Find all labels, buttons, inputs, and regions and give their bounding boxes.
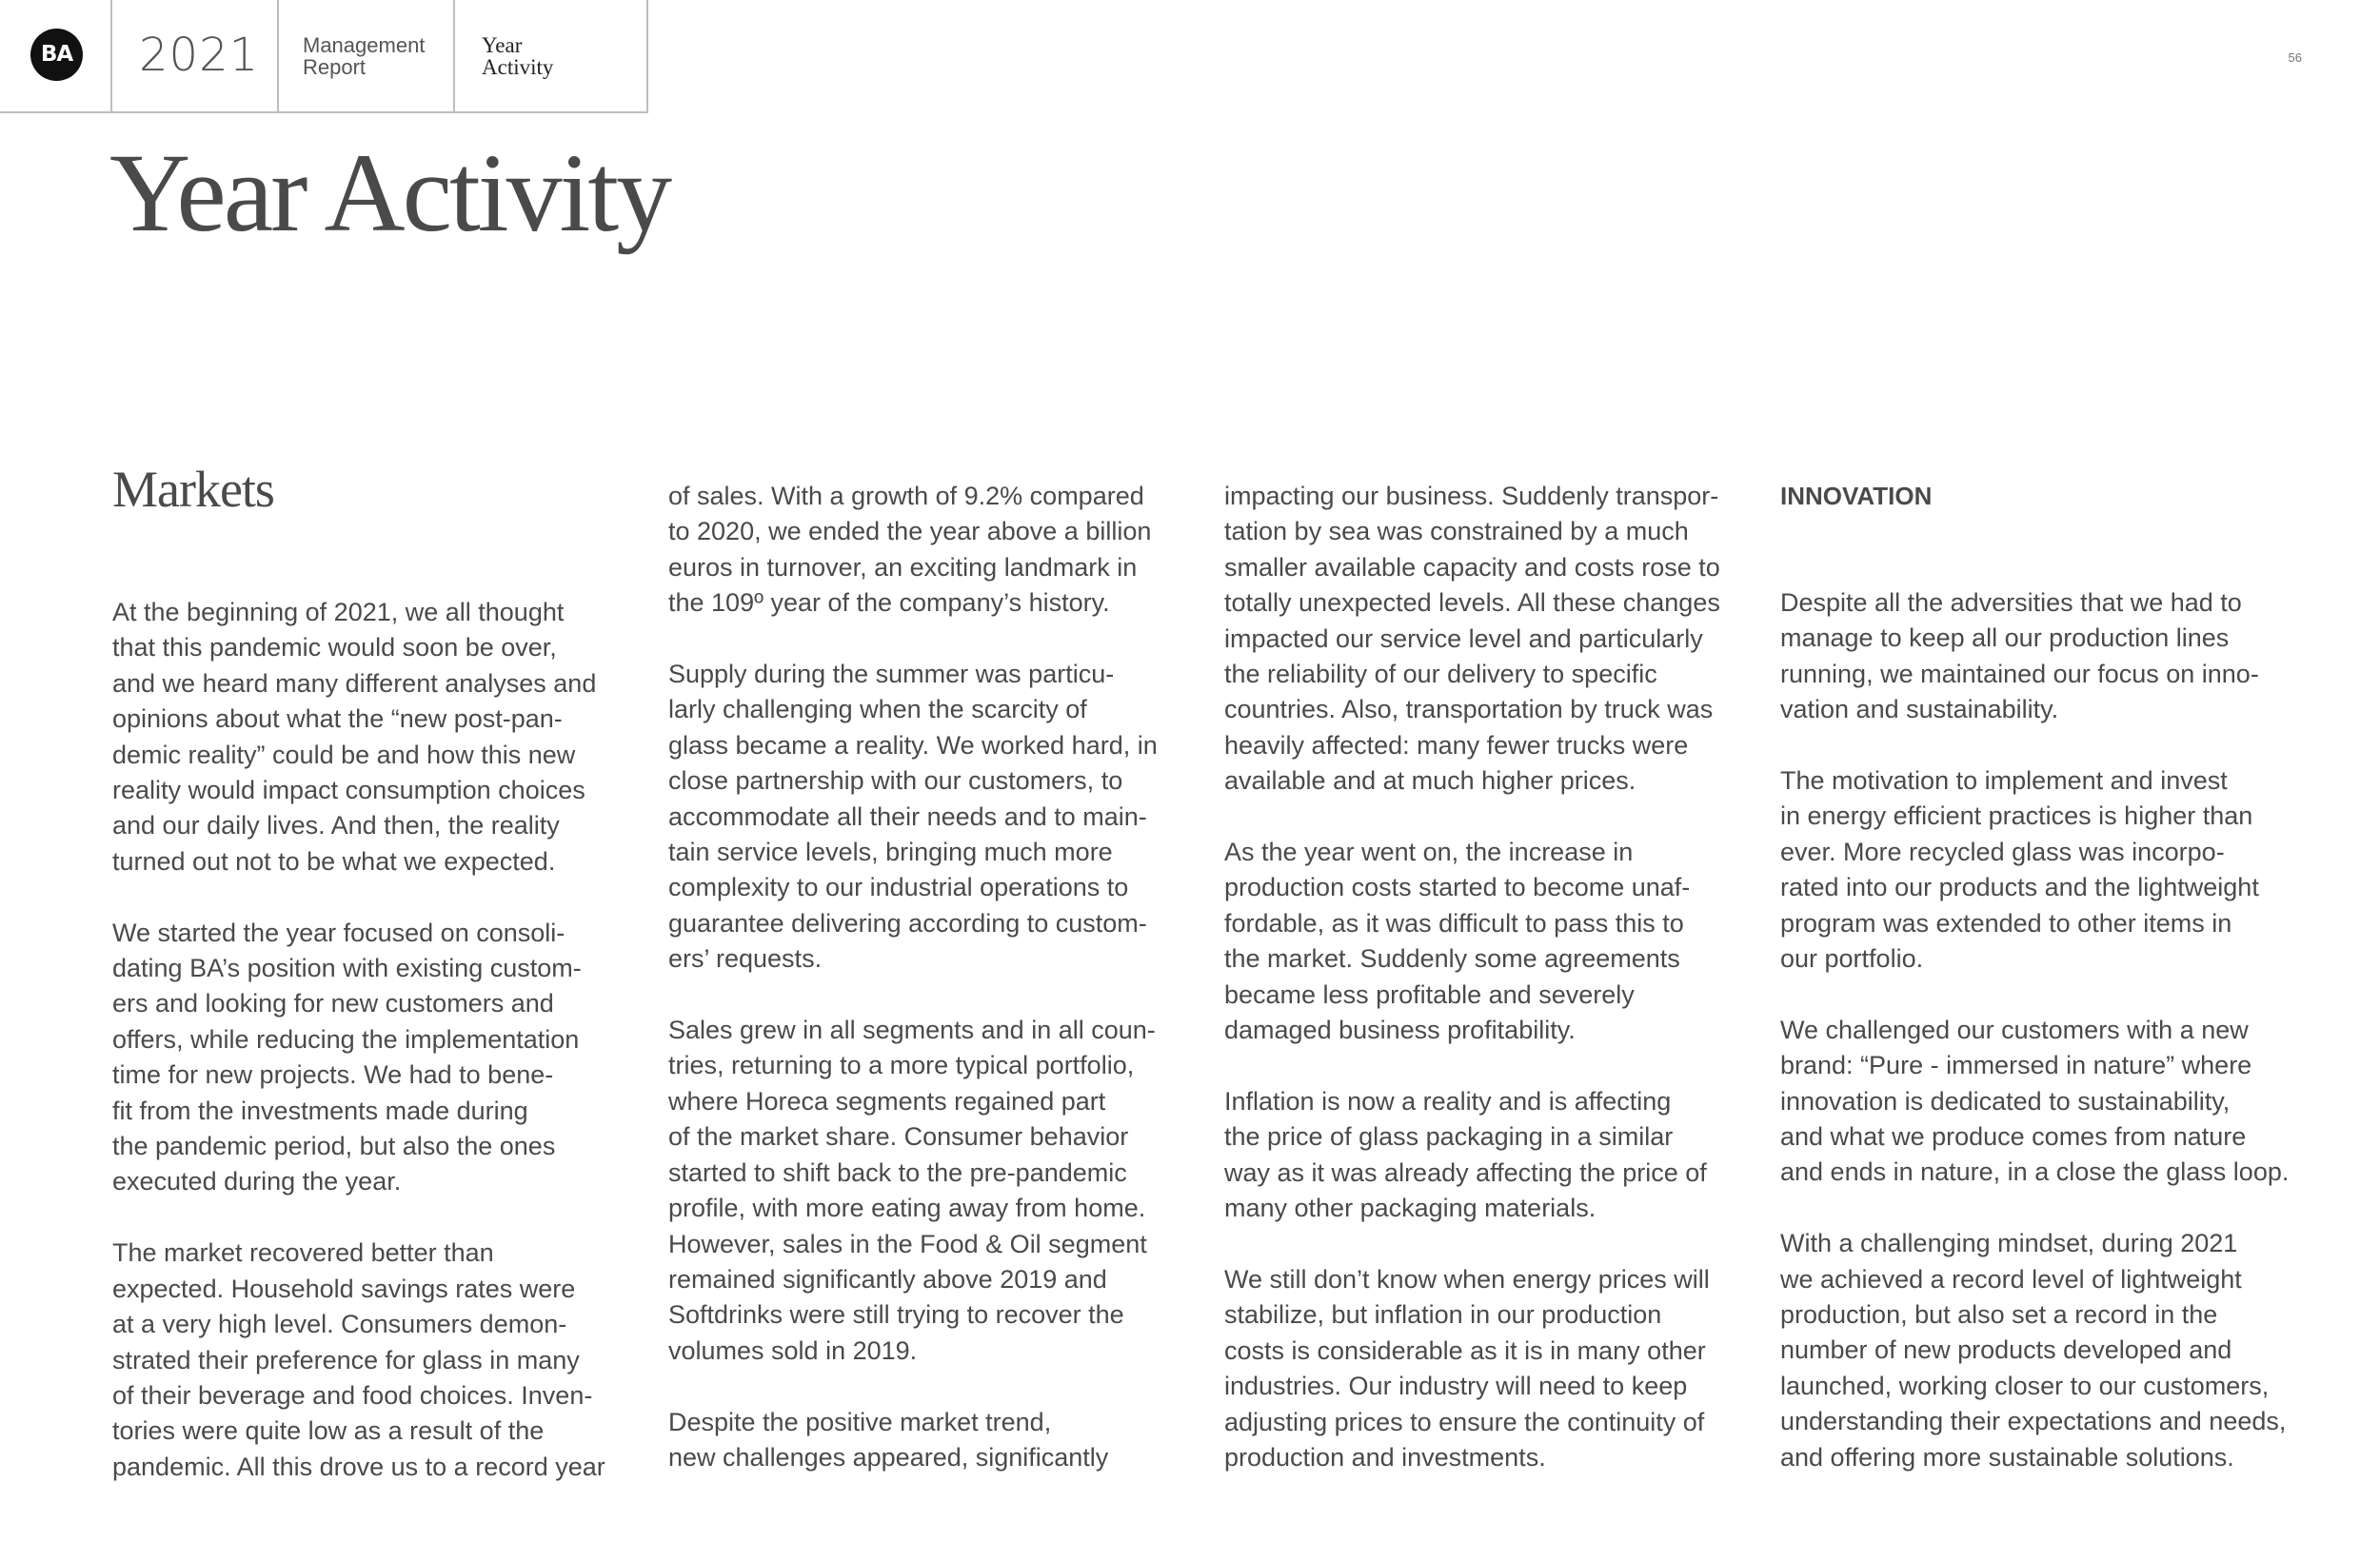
logo-cell: [0, 0, 112, 111]
text-line: impacted our service level and particularly: [1224, 623, 1703, 653]
paragraph: [1780, 1013, 2313, 1191]
text-line: manage to keep all our production lines: [1780, 623, 2230, 653]
text-line: profile, with more eating away from home.: [668, 1194, 1146, 1223]
text-line: and what we produce comes from nature: [1780, 1122, 2247, 1152]
text-line: way as it was already affecting the price of: [1224, 1157, 1707, 1187]
text-line: the 109º year of the company’s history.: [668, 588, 1110, 618]
paragraph: [1780, 1226, 2313, 1475]
text-line: at a very high level. Consumers demon-: [112, 1310, 567, 1339]
text-line: ers’ requests.: [668, 944, 823, 974]
text-line: vation and sustainability.: [1780, 695, 2059, 724]
markets-heading: Markets: [112, 461, 274, 518]
text-line: the price of glass packaging in a similar: [1224, 1122, 1674, 1152]
text-line: number of new products developed and: [1780, 1335, 2232, 1365]
paragraph: [1224, 479, 1757, 800]
paragraph: [1780, 585, 2313, 728]
markets-body: [112, 595, 645, 1485]
paragraph: [668, 1013, 1201, 1369]
text-line: offers, while reducing the implementation: [112, 1024, 580, 1054]
section-label-line-2: Activity: [482, 55, 554, 79]
text-line: program was extended to other items in: [1780, 908, 2232, 938]
innovation-heading: INNOVATION: [1780, 482, 1933, 510]
text-line: time for new projects. We had to bene-: [112, 1060, 554, 1090]
text-line: remained significantly above 2019 and: [668, 1264, 1107, 1294]
paragraph: [1780, 763, 2313, 977]
text-line: Despite all the adversities that we had to: [1780, 588, 2242, 617]
text-line: ever. More recycled glass was incorpo-: [1780, 837, 2225, 866]
text-line: available and at much higher prices.: [1224, 766, 1636, 796]
text-line: euros in turnover, an exciting landmark in: [668, 552, 1138, 582]
text-line: executed during the year.: [112, 1167, 402, 1196]
text-line: We started the year focused on consoli-: [112, 918, 565, 947]
paragraph: [112, 916, 645, 1200]
text-line: close partnership with our customers, to: [668, 766, 1123, 796]
text-line: that this pandemic would soon be over,: [112, 633, 557, 662]
text-line: turned out not to be what we expected.: [112, 846, 556, 876]
column-2: [668, 479, 1201, 1512]
text-line: expected. Household savings rates were: [112, 1274, 576, 1303]
report-label-line-2: Report: [303, 55, 367, 79]
text-line: where Horeca segments regained part: [668, 1086, 1106, 1116]
text-line: in energy efficient practices is higher than: [1780, 801, 2253, 831]
text-line: stabilize, but inflation in our production: [1224, 1300, 1662, 1330]
text-line: production costs started to become unaf-: [1224, 873, 1691, 902]
text-line: and ends in nature, in a close the glass loop.: [1780, 1157, 2290, 1187]
page-title: Year Activity: [109, 130, 670, 255]
paragraph: [112, 595, 645, 880]
text-line: As the year went on, the increase in: [1224, 838, 1634, 867]
year-activity-cell: [455, 0, 648, 111]
text-line: We still don’t know when energy prices will: [1224, 1264, 1710, 1294]
text-line: strated their preference for glass in many: [112, 1345, 580, 1374]
text-line: we achieved a record level of lightweight: [1780, 1264, 2242, 1294]
text-line: the reliability of our delivery to specific: [1224, 660, 1657, 689]
text-line: dating BA’s position with existing custom-: [112, 954, 582, 983]
text-line: Softdrinks were still trying to recover the: [668, 1300, 1124, 1330]
section-label-line-1: Year: [482, 33, 523, 57]
column-markets: [112, 463, 645, 1521]
text-line: running, we maintained our focus on inno-: [1780, 659, 2259, 688]
text-line: tries, returning to a more typical portfolio,: [668, 1051, 1135, 1080]
text-line: many other packaging materials.: [1224, 1194, 1597, 1223]
text-line: industries. Our industry will need to keep: [1224, 1372, 1688, 1401]
text-line: tain service levels, bringing much more: [668, 838, 1113, 867]
text-line: At the beginning of 2021, we all thought: [112, 598, 565, 626]
section-label: [482, 34, 625, 78]
text-line: The motivation to implement and invest: [1780, 766, 2228, 796]
text-line: innovation is dedicated to sustainability,: [1780, 1086, 2231, 1116]
column-3-body: [1224, 479, 1757, 1475]
management-report-cell: [279, 0, 455, 111]
ba-logo: BA: [30, 29, 83, 81]
text-line: understanding their expectations and needs,: [1780, 1407, 2287, 1436]
text-line: smaller available capacity and costs rose to: [1224, 552, 1720, 582]
text-line: pandemic. All this drove us to a record year: [112, 1452, 605, 1481]
column-2-body: [668, 479, 1201, 1475]
report-label-line-1: Management: [303, 33, 426, 57]
text-line: totally unexpected levels. All these changes: [1224, 588, 1720, 618]
text-line: Sales grew in all segments and in all coun-: [668, 1016, 1156, 1045]
text-line: production and investments.: [1224, 1442, 1546, 1472]
text-line: and offering more sustainable solutions.: [1780, 1442, 2234, 1472]
text-line: opinions about what the “new post-pan-: [112, 704, 563, 734]
text-line: fit from the investments made during: [112, 1096, 528, 1125]
paragraph: [668, 657, 1201, 978]
text-line: of their beverage and food choices. Inven-: [112, 1380, 593, 1410]
text-line: damaged business profitability.: [1224, 1016, 1576, 1045]
paragraph: [668, 1405, 1201, 1476]
text-line: impacting our business. Suddenly transpor-: [1224, 482, 1719, 510]
innovation-body: [1780, 585, 2313, 1475]
text-line: became less profitable and severely: [1224, 979, 1635, 1009]
paragraph: [1224, 1084, 1757, 1227]
text-line: ers and looking for new customers and: [112, 989, 554, 1018]
paragraph: [112, 1236, 645, 1485]
text-line: heavily affected: many fewer trucks were: [1224, 730, 1689, 760]
text-line: Despite the positive market trend,: [668, 1407, 1052, 1436]
text-line: of the market share. Consumer behavior: [668, 1122, 1129, 1152]
text-line: the market. Suddenly some agreements: [1224, 944, 1680, 974]
text-line: volumes sold in 2019.: [668, 1335, 918, 1365]
management-report-label: [303, 34, 446, 78]
text-line: launched, working closer to our customers,: [1780, 1371, 2270, 1400]
text-line: We challenged our customers with a new: [1780, 1015, 2249, 1044]
text-line: demic reality” could be and how this new: [112, 740, 576, 769]
text-line: the pandemic period, but also the ones: [112, 1132, 556, 1161]
text-line: our portfolio.: [1780, 944, 1924, 974]
text-line: fordable, as it was difficult to pass this to: [1224, 908, 1684, 938]
column-3: [1224, 479, 1757, 1512]
text-line: adjusting prices to ensure the continuity of: [1224, 1407, 1705, 1436]
text-line: tation by sea was constrained by a much: [1224, 517, 1689, 546]
text-line: Inflation is now a reality and is affecting: [1224, 1086, 1672, 1116]
text-line: brand: “Pure - immersed in nature” where: [1780, 1051, 2252, 1080]
text-line: rated into our products and the lightweight: [1780, 873, 2259, 902]
paragraph: [1224, 1262, 1757, 1475]
paragraph: [668, 479, 1201, 622]
text-line: tories were quite low as a result of the: [112, 1416, 545, 1446]
column-innovation: [1780, 479, 2313, 1512]
text-line: production, but also set a record in the: [1780, 1300, 2218, 1330]
text-line: and we heard many different analyses and: [112, 668, 597, 698]
text-line: The market recovered better than: [112, 1238, 494, 1268]
text-line: larly challenging when the scarcity of: [668, 695, 1087, 724]
text-line: of sales. With a growth of 9.2% compared: [668, 482, 1144, 510]
text-line: reality would impact consumption choices: [112, 776, 585, 805]
page-number: 56: [2288, 50, 2302, 65]
text-line: countries. Also, transportation by truck was: [1224, 695, 1714, 724]
text-line: With a challenging mindset, during 2021: [1780, 1229, 2238, 1258]
year-cell: [112, 0, 279, 111]
text-line: and our daily lives. And then, the reality: [112, 811, 560, 840]
text-line: Supply during the summer was particu-: [668, 660, 1115, 689]
text-line: to 2020, we ended the year above a billion: [668, 517, 1152, 546]
text-line: complexity to our industrial operations to: [668, 873, 1129, 902]
paragraph: [1224, 835, 1757, 1048]
report-year: 2021: [139, 29, 260, 82]
report-header: [0, 0, 648, 113]
text-line: glass became a reality. We worked hard, in: [668, 730, 1158, 760]
text-line: costs is considerable as it is in many other: [1224, 1335, 1706, 1365]
text-line: new challenges appeared, significantly: [668, 1442, 1109, 1472]
text-line: guarantee delivering according to custom-: [668, 908, 1147, 938]
text-line: However, sales in the Food & Oil segment: [668, 1229, 1147, 1258]
text-line: accommodate all their needs and to main-: [668, 801, 1147, 831]
text-line: started to shift back to the pre-pandemic: [668, 1157, 1127, 1187]
